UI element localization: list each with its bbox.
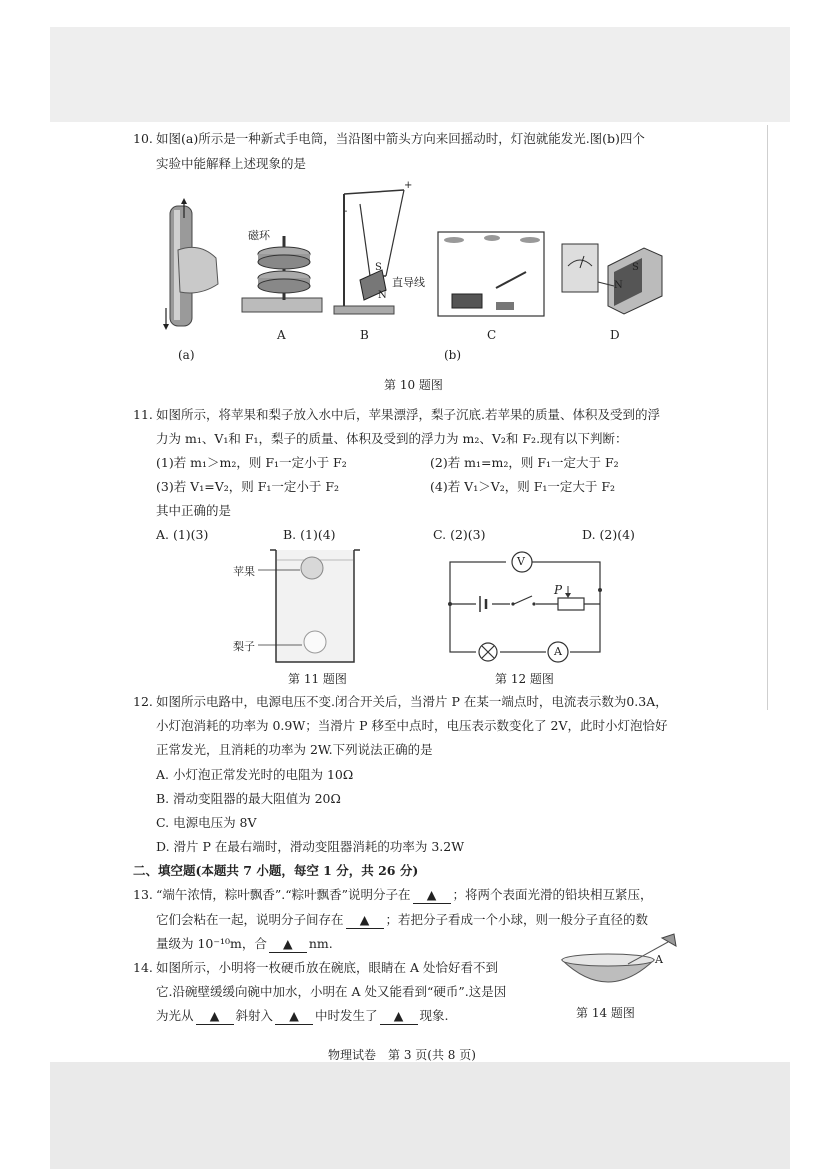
q12-line3: 正常发光，且消耗的功率为 2W.下列说法正确的是 <box>156 742 433 757</box>
q14-blank-3[interactable]: ▲ <box>380 1008 418 1025</box>
wire-magnet-figure <box>330 180 420 320</box>
q14-line1: 如图所示，小明将一枚硬币放在碗底，眼睛在 A 处恰好看不到 <box>156 960 498 975</box>
q14-line2: 它.沿碗壁缓缓向碗中加水，小明在 A 处又能看到“硬币”.这是因 <box>156 984 507 999</box>
label-S: S <box>375 262 382 273</box>
label-straight-wire: 直导线 <box>392 276 425 289</box>
label-apple: 苹果 <box>233 565 255 578</box>
label-fig-b: (b) <box>444 348 462 362</box>
q11-option-d: D. (2)(4) <box>582 527 635 542</box>
q13-blank-2[interactable]: ▲ <box>346 912 384 929</box>
label-fig-D: D <box>610 328 620 342</box>
q11-line2: 力为 m₁、V₁和 F₁，梨子的质量、体积及受到的浮力为 m₂、V₂和 F₂.现有以下判断： <box>156 431 628 446</box>
label-fig-A: A <box>277 328 286 342</box>
q12-line1: 如图所示电路中，电源电压不变.闭合开关后，当滑片 P 在某一端点时，电流表示数为0.3A， <box>156 694 668 709</box>
label-pear: 梨子 <box>233 640 255 653</box>
label-ammeter: A <box>554 645 562 658</box>
q11-judge4: (4)若 V₁＞V₂，则 F₁一定大于 F₂ <box>430 479 616 494</box>
q12-caption: 第 12 题图 <box>495 672 554 686</box>
q13-line1: “端午浓情，粽叶飘香”.“粽叶飘香”说明分子在 ▲ ；将两个表面光滑的铅块相互紧压， <box>156 887 653 902</box>
section-title: 二、填空题(本题共 7 小题，每空 1 分，共 26 分) <box>133 863 419 878</box>
q11-judge1: (1)若 m₁＞m₂，则 F₁一定小于 F₂ <box>156 455 347 470</box>
q11-option-a: A. (1)(3) <box>156 527 209 542</box>
label-fig-B: B <box>360 328 369 342</box>
q11-option-c: C. (2)(3) <box>433 527 486 542</box>
q14-number: 14. <box>133 960 153 975</box>
q10-line2: 实验中能解释上述现象的是 <box>156 156 307 171</box>
label-fig-a: (a) <box>178 348 195 362</box>
q13-blank-3[interactable]: ▲ <box>269 936 307 953</box>
label-N: N <box>378 290 387 301</box>
magnet-rings-figure <box>238 230 328 320</box>
galvanometer-figure <box>558 236 668 320</box>
flashlight-figure <box>160 198 230 338</box>
q13-blank-1[interactable]: ▲ <box>413 887 451 904</box>
q10-caption: 第 10 题图 <box>384 378 443 392</box>
figure-leader-lines <box>258 568 302 648</box>
label-slider-P: P <box>554 583 563 597</box>
q14-line3: 为光从 ▲ 斜射入 ▲ 中时发生了 ▲ 现象. <box>156 1008 449 1023</box>
q13-line3: 量级为 10⁻¹⁰m，合 ▲ nm. <box>156 936 333 951</box>
q11-option-b: B. (1)(4) <box>283 527 336 542</box>
q10-line1: 如图(a)所示是一种新式手电筒，当沿图中箭头方向来回摇动时，灯泡就能发光.图(b)四个 <box>156 131 645 146</box>
q11-judge2: (2)若 m₁=m₂，则 F₁一定大于 F₂ <box>430 455 619 470</box>
label-point-A: A <box>655 953 663 966</box>
q12-option-c: C. 电源电压为 8V <box>156 815 257 830</box>
q12-option-b: B. 滑动变阻器的最大阻值为 20Ω <box>156 791 341 806</box>
q14-caption: 第 14 题图 <box>576 1006 635 1020</box>
label-D-N: N <box>614 280 623 291</box>
q12-option-d: D. 滑片 P 在最右端时，滑动变阻器消耗的功率为 3.2W <box>156 839 465 854</box>
q14-blank-1[interactable]: ▲ <box>196 1008 234 1025</box>
label-minus: - <box>344 206 348 217</box>
q10-number: 10. <box>133 131 153 146</box>
q13-line2: 它们会粘在一起，说明分子间存在 ▲ ；若把分子看成一个小球，则一般分子直径的数 <box>156 912 649 927</box>
q11-caption: 第 11 题图 <box>288 672 347 686</box>
q12-option-a: A. 小灯泡正常发光时的电阻为 10Ω <box>156 767 354 782</box>
q12-line2: 小灯泡消耗的功率为 0.9W；当滑片 P 移至中点时，电压表示数变化了 2V，此时小灯泡恰好 <box>156 718 668 733</box>
label-fig-C: C <box>487 328 497 342</box>
circuit-board-figure <box>436 228 548 320</box>
label-D-S: S <box>632 262 639 273</box>
label-voltmeter: V <box>517 555 525 568</box>
q14-blank-2[interactable]: ▲ <box>275 1008 313 1025</box>
page-footer: 物理试卷 第 3 页(共 8 页) <box>328 1048 476 1062</box>
q13-number: 13. <box>133 887 153 902</box>
q11-judge3: (3)若 V₁=V₂，则 F₁一定小于 F₂ <box>156 479 340 494</box>
q12-number: 12. <box>133 694 153 709</box>
label-ring: 磁环 <box>248 229 270 242</box>
circuit-diagram-figure <box>446 550 606 660</box>
bowl-figure <box>558 932 688 992</box>
q11-prompt: 其中正确的是 <box>156 503 232 518</box>
q11-line1: 如图所示，将苹果和梨子放入水中后，苹果漂浮，梨子沉底.若苹果的质量、体积及受到的浮 <box>156 407 660 422</box>
label-plus: + <box>404 180 413 191</box>
q11-number: 11. <box>133 407 153 422</box>
